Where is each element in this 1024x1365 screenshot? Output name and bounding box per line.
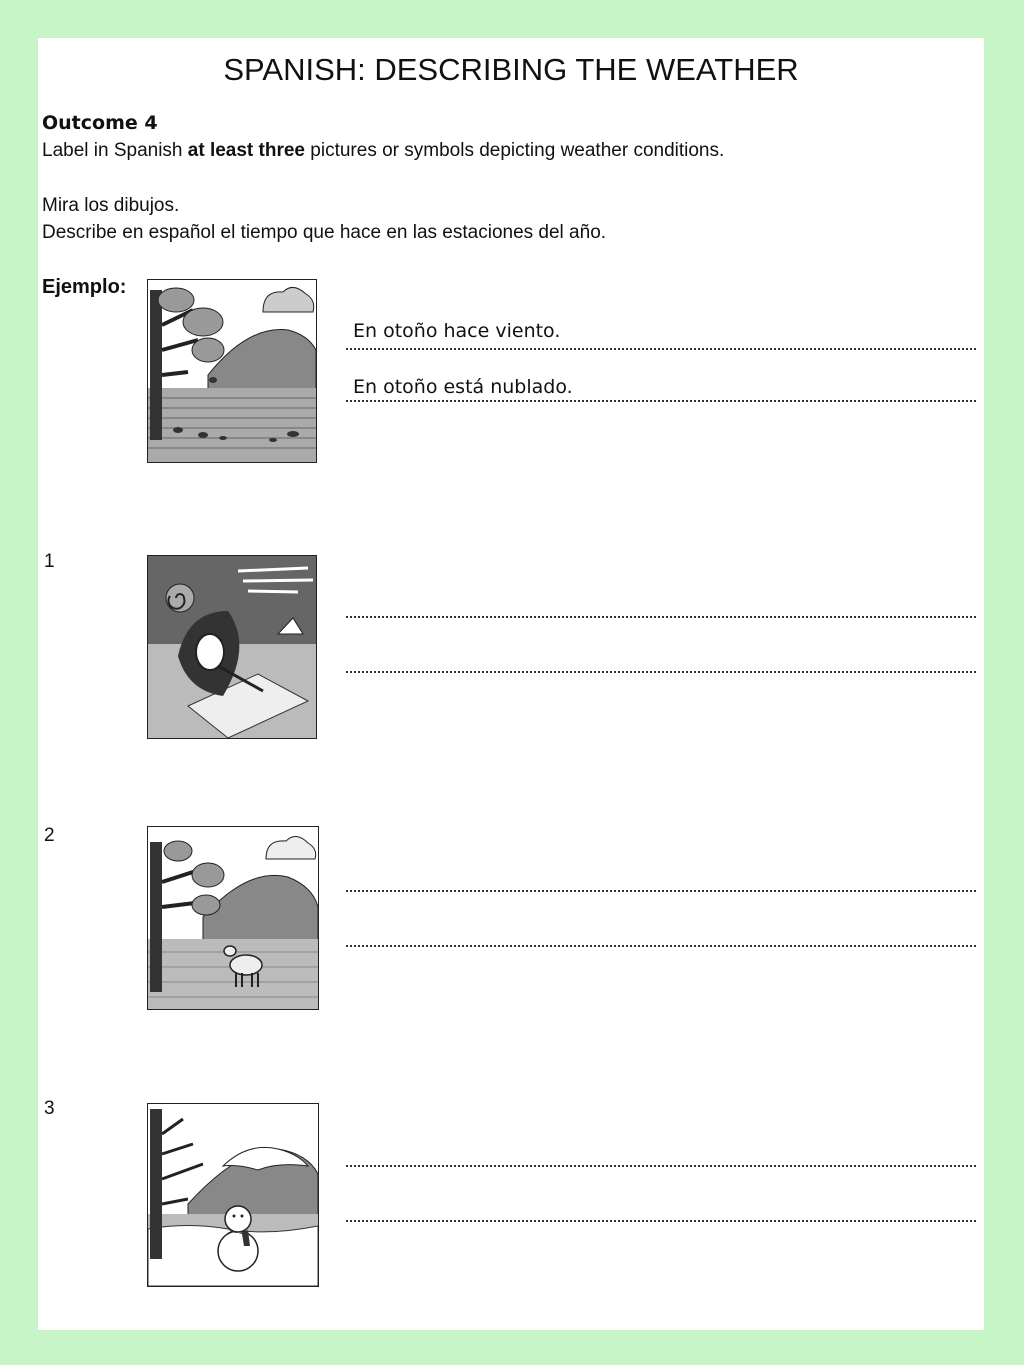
instruction-line — [42, 140, 724, 162]
example-label: Ejemplo: — [42, 276, 127, 298]
item-3-answer-line-2 — [346, 1220, 976, 1222]
item-number-2: 2 — [44, 825, 55, 846]
winter-snowman-picture — [147, 1103, 319, 1287]
item-1-answer-line-2 — [346, 671, 976, 673]
spring-lamb-picture — [147, 826, 319, 1010]
task-line-1: Mira los dibujos. — [42, 195, 180, 216]
item-2-answer-line-2 — [346, 945, 976, 947]
item-1-answer-line-1 — [346, 616, 976, 618]
example-autumn-picture — [147, 279, 317, 463]
item-number-3: 3 — [44, 1098, 55, 1119]
worksheet-page — [38, 38, 984, 1330]
item-3-answer-line-1 — [346, 1165, 976, 1167]
item-number-1: 1 — [44, 551, 55, 572]
instruction-text-end: pictures or symbols depicting weather conditions. — [305, 140, 725, 161]
example-answer-line-2 — [346, 400, 976, 402]
example-answer-1: En otoño hace viento. — [353, 320, 561, 342]
task-line-2: Describe en español el tiempo que hace en las estaciones del año. — [42, 222, 607, 243]
summer-beach-picture — [147, 555, 317, 739]
example-answer-line-1 — [346, 348, 976, 350]
item-2-answer-line-1 — [346, 890, 976, 892]
page-title: SPANISH: DESCRIBING THE WEATHER — [223, 52, 799, 87]
outcome-heading: Outcome 4 — [42, 112, 158, 134]
example-answer-2: En otoño está nublado. — [353, 376, 573, 398]
instruction-bold: at least three — [187, 140, 306, 161]
instruction-text: Label in Spanish — [42, 140, 188, 161]
